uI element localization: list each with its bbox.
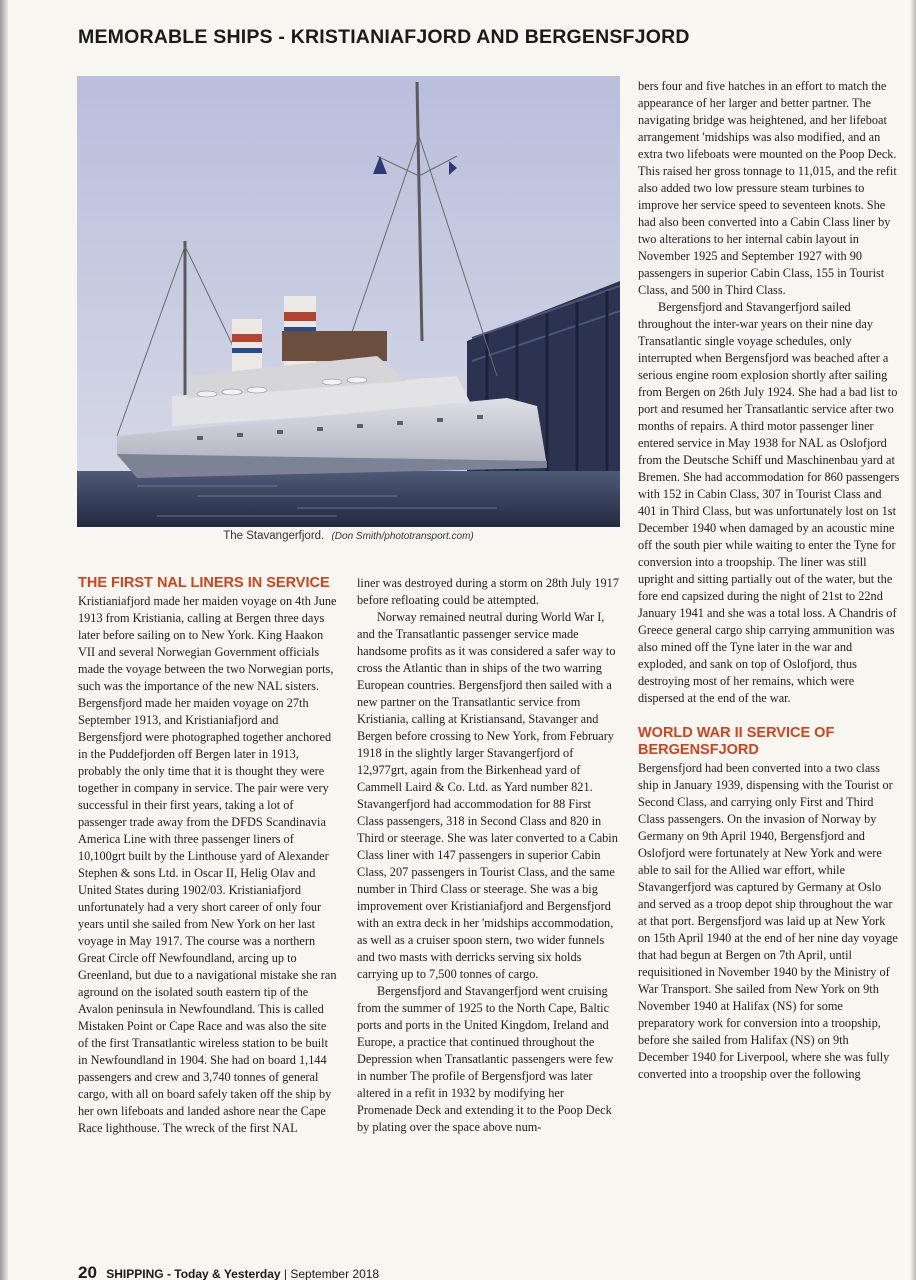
issue-date: September 2018 bbox=[290, 1267, 380, 1280]
publication-name: SHIPPING - Today & Yesterday bbox=[106, 1267, 281, 1280]
page-edge-shadow-right bbox=[910, 0, 916, 1280]
photo-caption bbox=[77, 530, 620, 542]
page-number: 20 bbox=[78, 1263, 97, 1280]
section-heading: THE FIRST NAL LINERS IN SERVICE bbox=[78, 575, 330, 591]
ship-photo bbox=[77, 76, 620, 527]
section-heading: WORLD WAR II SERVICE OF BERGENSFJORD bbox=[638, 725, 835, 758]
paragraph: Bergensfjord had been converted into a two class ship in January 1939, dispensing with the Tourist or Second Class, and carrying only First and Third Class passengers. On the invasion of Norway by Germany on 9th April 1940, Bergensfjord and Oslofjord were fortunately at New York and were able to sail for the Allied war effort, while Stavangerfjord was captured by Germany at Oslo and served as a troop depot ship throughout the war at that port. Bergensfjord was laid up at New York on 15th April 1940 at the end of her nine day voyage that had begun at Bergen on 7th April, until requisitioned in November 1940 by the Ministry of War Transport. She sailed from New York on 9th November 1940 at Halifax (NS) for some preparatory work for conversion into a troopship, before she sailed from Halifax (NS) on 9th December 1940 for Liverpool, where she was fully converted into a troopship over the following bbox=[638, 761, 898, 1081]
footer-separator: | bbox=[283, 1267, 288, 1280]
article-column-3 bbox=[638, 78, 900, 1083]
paragraph: liner was destroyed during a storm on 28th July 1917 before refloating could be attempted. bbox=[357, 576, 619, 607]
page-edge-shadow bbox=[0, 0, 8, 1280]
article-column-1 bbox=[78, 575, 338, 1137]
caption-text: The Stavangerfjord. bbox=[223, 530, 325, 542]
paragraph: Norway remained neutral during World War I, and the Transatlantic passenger service made handsome profits as it was considered a safer way to cross the Atlantic than in ships of the two warring European countries. Bergensfjord then sailed with a new partner on the Transatlantic service from Kristiania, calling at Kristiansand, Stavanger and Bergen before crossing to New York, from February 1918 in the slightly larger Stavangerfjord of 12,977grt, again from the Birkenhead yard of Cammell Laird & Co. Ltd. as Yard number 821. Stavangerfjord had accommodation for 88 First Class passengers, 318 in Second Class and 820 in Third or steerage. She was later converted to a Cabin Class liner with 147 passengers in superior Cabin Class, 207 passengers in Tourist Class, and the same number in Third Class or steerage. She was a big improvement over Kristianiafjord and Bergensfjord with an extra deck in her 'midships accommodation, as well as a cruiser spoon stern, two wider funnels and two masts with derricks serving six holds carrying up to 7,500 tonnes of cargo. bbox=[357, 610, 618, 981]
paragraph: bers four and five hatches in an effort to match the appearance of her larger and better partner. The navigating bridge was heightened, and her lifeboat arrangement 'midships was also modified, and an extra two lifeboats were mounted on the Poop Deck. This raised her gross tonnage to 11,015, and the refit also added two low pressure steam turbines to improve her service speed to seventeen knots. She had also been converted into a Cabin Class liner by two alterations to her internal cabin layout in November 1925 and September 1927 with 90 passengers in superior Cabin Class, 155 in Tourist Class, and 500 in Third Class. bbox=[638, 79, 897, 297]
page-footer bbox=[78, 1263, 379, 1280]
paragraph: Bergensfjord and Stavangerfjord sailed throughout the inter-war years on their nine day Transatlantic single voyage schedules, only interrupted when Bergensfjord was beached after a serious engine room explosion shortly after sailing from Bergen on 26th July 1924. She had a bad list to port and resumed her Transatlantic service after two months of repairs. A third motor passenger liner entered service in May 1938 for NAL as Oslofjord from the Deutsche Schiff und Maschinenbau yard at Bremen. She had accommodation for 860 passengers with 152 in Cabin Class, 307 in Tourist Class and 401 in Third Class, but was unfortunately lost on 1st December 1940 when damaged by an acoustic mine off the south pier while waiting to enter the Tyne for conversion into a troopship. The liner was still upright and sitting partially out of the water, but the fore end capsized during the night of 21st to 22nd January 1941 and she was a total loss. A Chandris of Greece general cargo ship carrying ammunition was also mined off the Tyne later in the war and exploded, and sank on top of Oslofjord, thus destroying most of her remains, which were dispersed at the end of the war. bbox=[638, 300, 900, 705]
photo-credit: (Don Smith/phototransport.com) bbox=[331, 531, 474, 542]
page-title: MEMORABLE SHIPS - KRISTIANIAFJORD AND BERGENSFJORD bbox=[78, 26, 690, 48]
paragraph: Bergensfjord and Stavangerfjord went cruising from the summer of 1925 to the North Cape, Baltic ports and ports in the United Kingdom, Ireland and Europe, a practice that continued throughout the Depression when Transatlantic passengers were few in number The profile of Bergensfjord was later altered in a refit in 1932 by modifying her Promenade Deck and extending it to the Poop Deck by plating over the space above num- bbox=[357, 984, 614, 1134]
article-column-2 bbox=[357, 575, 619, 1136]
paragraph: Kristianiafjord made her maiden voyage on 4th June 1913 from Kristiania, calling at Bergen three days later before sailing on to New York. King Haakon VII and several Norwegian Government officials made the voyage between the two Norwegian ports, such was the importance of the new NAL sisters. Bergensfjord made her maiden voyage on 27th September 1913, and Kristianiafjord and Bergensfjord were photographed together anchored in the Puddefjorden off Bergen later in 1913, probably the only time that it is thought they were together in company in service. The pair were very successful in their first years, taking a lot of passenger trade away from the DFDS Scandinavia America Line with three passenger liners of 10,100grt built by the Linthouse yard of Alexander Stephen & sons Ltd. in Oscar II, Helig Olav and United States during 1902/03. Kristianiafjord unfortunately had a very short career of only four years until she sailed from New York on her last voyage in May 1917. The course was a northern Great Circle off Newfoundland, arcing up to Greenland, but due to a navigational mistake she ran aground on the isolated south eastern tip of the Avalon peninsula in Newfoundland. This is called Mistaken Point or Cape Race and was also the site of the first Transatlantic wireless station to be built in Newfoundland in 1904. She had on board 1,144 passengers and crew and 3,740 tonnes of general cargo, with all on board safely taken off the ship by her own lifeboats and landed ashore near the Cape Race lighthouse. The wreck of the first NAL bbox=[78, 594, 337, 1135]
